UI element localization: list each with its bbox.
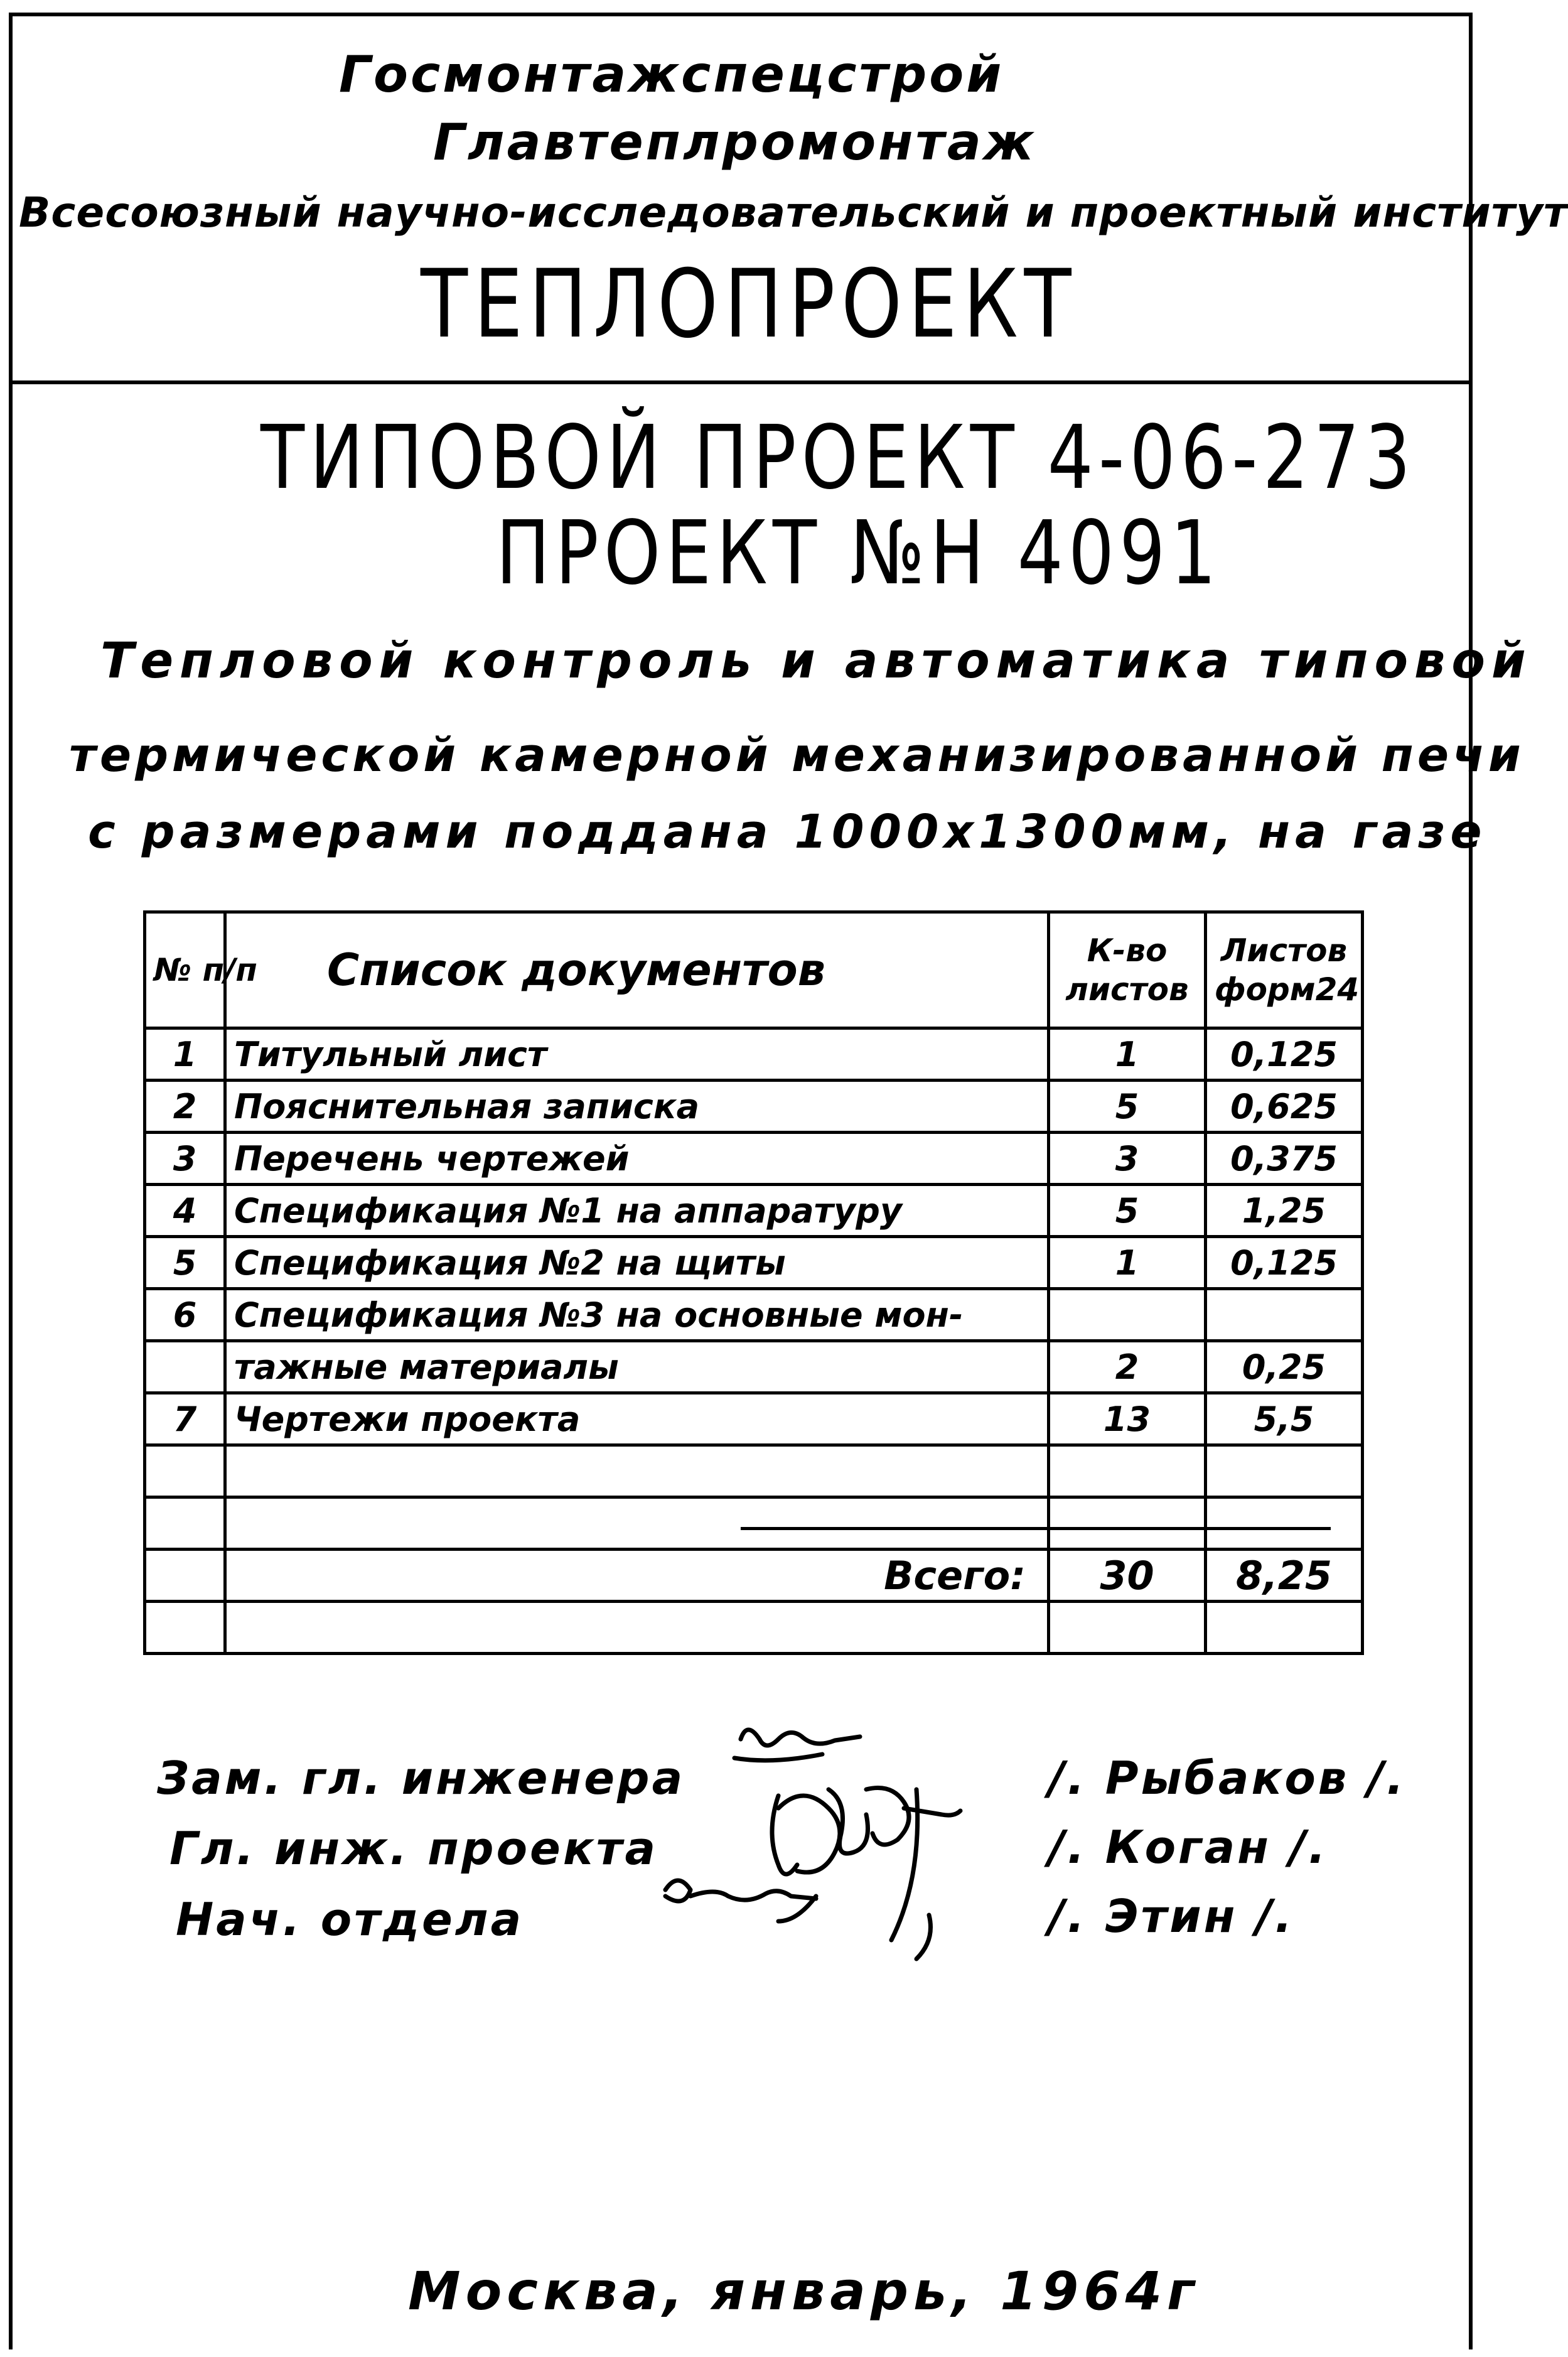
row-title	[225, 1445, 1049, 1497]
row-num	[145, 1445, 225, 1497]
total-label: Всего:	[225, 1550, 1049, 1602]
table-row	[145, 1028, 1363, 1081]
row-count	[1049, 1289, 1206, 1341]
row-title: Чертежи проекта	[225, 1393, 1049, 1445]
row-format: 0,375	[1206, 1133, 1363, 1185]
institute-name: ТЕПЛОПРОЕКТ	[421, 250, 1078, 359]
header-divider	[9, 380, 1473, 384]
place-and-date: Москва, январь, 1964г	[408, 2260, 1200, 2322]
row-format: 0,125	[1206, 1028, 1363, 1081]
department-name: Главтеплромонтаж	[433, 113, 1036, 171]
col-header-title: Список документов	[225, 912, 1049, 1028]
row-num	[145, 1602, 225, 1654]
row-format: 0,125	[1206, 1237, 1363, 1289]
table-row	[145, 1185, 1363, 1237]
table-row	[145, 1445, 1363, 1497]
row-num: 7	[145, 1393, 225, 1445]
row-count	[1049, 1602, 1206, 1654]
col-header-count: К-во листов	[1049, 912, 1206, 1028]
row-count: 13	[1049, 1393, 1206, 1445]
row-count: 1	[1049, 1028, 1206, 1081]
row-num: 3	[145, 1133, 225, 1185]
table-row	[145, 1133, 1363, 1185]
col-header-format: Листов форм24	[1206, 912, 1363, 1028]
row-num: 6	[145, 1289, 225, 1341]
table-row	[145, 1602, 1363, 1654]
table-header-row	[145, 912, 1363, 1028]
table-total-row	[145, 1550, 1363, 1602]
table-row	[145, 1393, 1363, 1445]
row-title	[225, 1602, 1049, 1654]
row-format: 1,25	[1206, 1185, 1363, 1237]
row-format	[1206, 1445, 1363, 1497]
row-num: 2	[145, 1081, 225, 1133]
description-line-3: с размерами поддана 1000х1300мм, на газе	[88, 805, 1487, 859]
total-format: 8,25	[1206, 1550, 1363, 1602]
description-line-2: термической камерной механизированной печи	[69, 728, 1525, 782]
institute-full-name: Всесоюзный научно-исследовательский и проектный институт	[19, 188, 1568, 237]
handwritten-signatures	[653, 1714, 1004, 1984]
total-count: 30	[1049, 1550, 1206, 1602]
description-line-1: Тепловой контроль и автоматика типовой	[100, 633, 1532, 689]
total-underline	[741, 1527, 1331, 1530]
row-title: Спецификация №2 на щиты	[225, 1237, 1049, 1289]
row-count: 5	[1049, 1185, 1206, 1237]
row-title: Спецификация №3 на основные мон-	[225, 1289, 1049, 1341]
row-count	[1049, 1445, 1206, 1497]
row-title: тажные материалы	[225, 1341, 1049, 1393]
signature-role-1: Зам. гл. инженера	[157, 1752, 685, 1804]
signature-role-3: Нач. отдела	[176, 1893, 524, 1946]
row-num	[145, 1497, 225, 1550]
row-num: 4	[145, 1185, 225, 1237]
signature-role-2: Гл. инж. проекта	[169, 1822, 658, 1875]
ministry-name: Госмонтажспецстрой	[339, 45, 1004, 104]
row-count	[1049, 1497, 1206, 1550]
table-row	[145, 1289, 1363, 1341]
signature-name-1: /. Рыбаков /.	[1048, 1752, 1407, 1804]
row-count: 2	[1049, 1341, 1206, 1393]
row-count: 1	[1049, 1237, 1206, 1289]
row-num: 5	[145, 1237, 225, 1289]
table-row	[145, 1497, 1363, 1550]
row-format	[1206, 1602, 1363, 1654]
row-format: 5,5	[1206, 1393, 1363, 1445]
row-num: 1	[145, 1028, 225, 1081]
row-num	[145, 1341, 225, 1393]
row-count: 3	[1049, 1133, 1206, 1185]
row-title: Перечень чертежей	[225, 1133, 1049, 1185]
project-number: ПРОЕКТ №Н 4091	[496, 502, 1222, 605]
row-title: Пояснительная записка	[225, 1081, 1049, 1133]
table-row	[145, 1081, 1363, 1133]
table-row	[145, 1237, 1363, 1289]
table-row	[145, 1341, 1363, 1393]
row-format: 0,25	[1206, 1341, 1363, 1393]
row-format	[1206, 1289, 1363, 1341]
row-title	[225, 1497, 1049, 1550]
total-num	[145, 1550, 225, 1602]
row-title: Спецификация №1 на аппаратуру	[225, 1185, 1049, 1237]
row-format	[1206, 1497, 1363, 1550]
row-format: 0,625	[1206, 1081, 1363, 1133]
signature-name-2: /. Коган /.	[1048, 1821, 1328, 1874]
signature-name-3: /. Этин /.	[1048, 1890, 1295, 1943]
documents-table	[143, 910, 1364, 1655]
row-count: 5	[1049, 1081, 1206, 1133]
col-header-num: № п/п	[145, 912, 225, 1028]
typical-project-title: ТИПОВОЙ ПРОЕКТ 4-06-273	[260, 407, 1416, 509]
row-title: Титульный лист	[225, 1028, 1049, 1081]
